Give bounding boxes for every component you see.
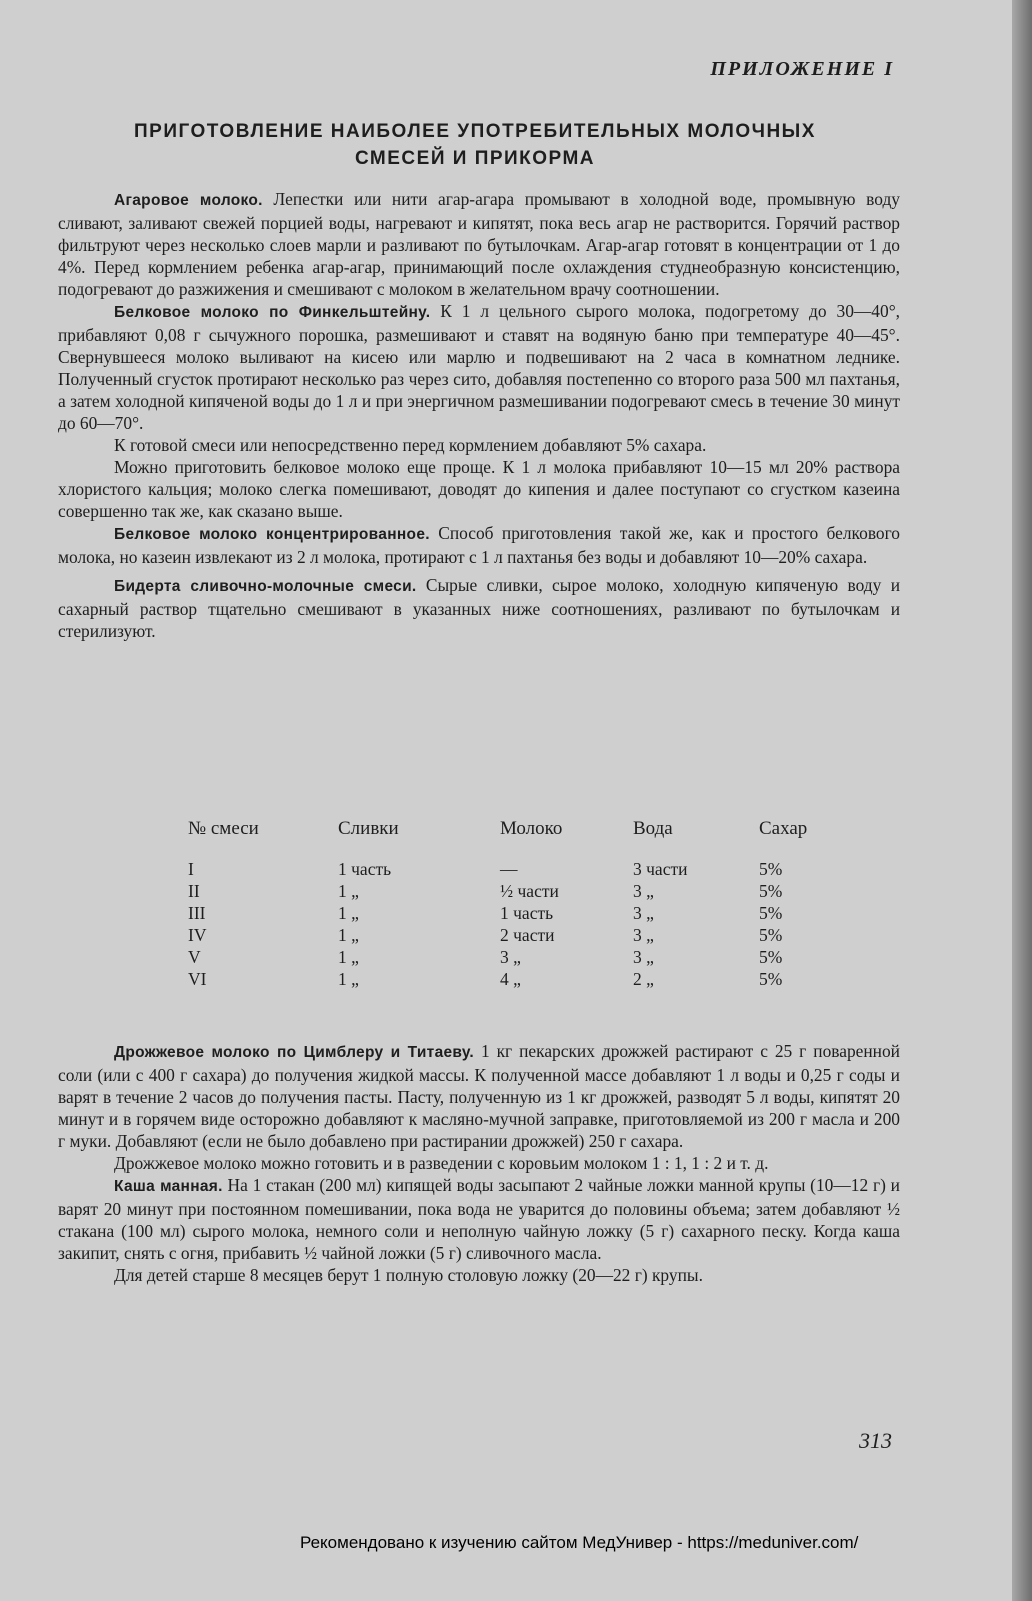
- table-cell: 5%: [759, 881, 783, 901]
- table-cell: 1 „: [338, 947, 359, 967]
- title-line-2: СМЕСЕЙ И ПРИКОРМА: [354, 148, 596, 169]
- page-title: [60, 118, 890, 172]
- paragraph-protein-2: К готовой смеси или непосредственно перед кормлением добавляют 5% сахара.: [114, 435, 707, 455]
- table-cell: 1 „: [338, 969, 359, 989]
- text-protein-conc: Способ приготовления такой же, как и простого белкового молока, но казеин извлекают из 2 л молока, протирают с 1 л пахтанья без воды и добавляют 10—20% сахара.: [58, 523, 900, 567]
- mixture-table: [140, 818, 849, 990]
- table-header: Молоко: [500, 818, 563, 839]
- table-cell: 1 часть: [338, 859, 392, 879]
- text-biedert: Сырые сливки, сырое молоко, холодную кипяченую воду и сахарный раствор тщательно смешивают в указанных ниже соотношениях, разливают по бутылочкам и стерилизуют.: [58, 575, 900, 641]
- table-cell: 3 „: [633, 903, 654, 923]
- table-cell: II: [188, 881, 200, 901]
- book-spine-shadow: [1012, 0, 1032, 1601]
- table-cell: 1 „: [338, 925, 359, 945]
- title-line-1: ПРИГОТОВЛЕНИЕ НАИБОЛЕЕ УПОТРЕБИТЕЛЬНЫХ МОЛОЧНЫХ: [134, 121, 816, 142]
- table-cell: ½ части: [500, 881, 559, 901]
- table-header: Сахар: [759, 818, 808, 839]
- table-row: [140, 968, 849, 990]
- appendix-label: ПРИЛОЖЕНИЕ I: [710, 58, 894, 80]
- table-cell: V: [188, 947, 201, 967]
- table-cell: I: [188, 859, 194, 879]
- table-cell: 3 „: [633, 947, 654, 967]
- table-cell: 5%: [759, 925, 783, 945]
- table-cell: 1 „: [338, 903, 359, 923]
- table-cell: —: [500, 859, 518, 879]
- table-cell: 5%: [759, 859, 783, 879]
- heading-agar: Агаровое молоко.: [114, 192, 263, 209]
- table-cell: 1 часть: [500, 903, 554, 923]
- text-agar: Лепестки или нити агар-агара промывают в холодной воде, промывную воду сливают, заливают свежей порцией воды, нагревают и кипятят, пока весь агар не растворится. Горячий раствор фильтруют через несколько слоев марли и разливают по бутылочкам. Агар-агар готовят в концентрации от 1 до 4%. Перед кормлением ребенка агар-агар, принимающий после охлаждения студнеобразную консистенцию, подогревают до разжижения и смешивают с молоком в желательном врачу соотношении.: [58, 189, 900, 299]
- source-footer: Рекомендовано к изучению сайтом МедУнивер - https://meduniver.com/: [300, 1533, 859, 1552]
- table-row: [140, 902, 849, 924]
- paragraph-yeast: [58, 1040, 900, 1152]
- text-semolina: На 1 стакан (200 мл) кипящей воды засыпают 2 чайные ложки манной крупы (10—12 г) и варят 20 минут при постоянном помешивании, пока вода не уварится до половины объема; затем добавляют ½ стакана (100 мл) сырого молока, немного соли и неполную чайную ложку (5 г) сахарного песку. Когда каша закипит, снять с огня, прибавить ½ чайной ложки (5 г) сливочного масла.: [58, 1175, 900, 1263]
- table-row: [140, 880, 849, 902]
- paragraph-protein-3: Можно приготовить белковое молоко еще проще. К 1 л молока прибавляют 10—15 мл 20% раствора хлористого кальция; молоко слегка помешивают, доводят до кипения и далее поступают со сгустком казеина совершенно так же, как сказано выше.: [58, 457, 900, 521]
- heading-semolina: Каша манная.: [114, 1178, 223, 1195]
- table-header: Вода: [633, 818, 673, 839]
- table-cell: IV: [188, 925, 207, 945]
- table-header-row: [140, 818, 849, 858]
- table-cell: III: [188, 903, 206, 923]
- paragraph-protein: [58, 300, 900, 434]
- paragraph-semolina: [58, 1174, 900, 1264]
- table-cell: VI: [188, 969, 207, 989]
- paragraph-semolina-2: Для детей старше 8 месяцев берут 1 полную столовую ложку (20—22 г) крупы.: [114, 1265, 703, 1285]
- paragraph-protein-conc: [58, 522, 900, 568]
- heading-protein-conc: Белковое молоко концентрированное.: [114, 526, 430, 543]
- table-cell: 1 „: [338, 881, 359, 901]
- paragraph-biedert: [58, 574, 900, 642]
- paragraph-agar: [58, 188, 900, 300]
- table-cell: 2 „: [633, 969, 654, 989]
- table-cell: 5%: [759, 947, 783, 967]
- body-text-bottom: [58, 1040, 900, 1286]
- table-header: № смеси: [188, 818, 259, 839]
- table-cell: 3 „: [500, 947, 521, 967]
- body-text-top: [58, 188, 900, 642]
- text-yeast: 1 кг пекарских дрожжей растирают с 25 г поваренной соли (или с 400 г сахара) до получения жидкой массы. К полученной массе добавляют 1 л воды и 0,25 г соды и варят в течение 2 часов до получения пасты. Пасту, полученную из 1 кг дрожжей, разводят 5 л воды, кипятят 20 минут и в горячем виде осторожно добавляют к масляно-мучной заправке, приготовляемой из 200 г масла и 200 г муки. Добавляют (если не было добавлено при растирании дрожжей) 250 г сахара.: [58, 1041, 900, 1151]
- table-row: [140, 946, 849, 968]
- table-header: Сливки: [338, 818, 399, 839]
- paragraph-yeast-2: Дрожжевое молоко можно готовить и в разведении с коровьим молоком 1 : 1, 1 : 2 и т. д.: [114, 1153, 769, 1173]
- table-cell: 4 „: [500, 969, 521, 989]
- table-row: [140, 858, 849, 880]
- text-protein: К 1 л цельного сырого молока, подогретому до 30—40°, прибавляют 0,08 г сычужного порошка, размешивают и ставят на водяную баню при температуре 40—45°. Свернувшееся молоко выливают на кисею или марлю и подвешивают на 2 часа в комнатном леднике. Полученный сгусток протирают несколько раз через сито, добавляя постепенно со второго раза 500 мл пахтанья, а затем холодной кипяченой воды до 1 л и при энергичном размешивании подогревают смесь в течение 30 минут до 60—70°.: [58, 301, 901, 433]
- table-row: [140, 924, 849, 946]
- table-cell: 3 „: [633, 925, 654, 945]
- table-cell: 5%: [759, 969, 783, 989]
- heading-biedert: Бидерта сливочно-молочные смеси.: [114, 578, 417, 595]
- table-cell: 3 части: [633, 859, 688, 879]
- heading-protein: Белковое молоко по Финкельштейну.: [114, 304, 431, 321]
- page-number: 313: [859, 1428, 892, 1453]
- heading-yeast: Дрожжевое молоко по Цимблеру и Титаеву.: [114, 1044, 475, 1061]
- table-cell: 2 части: [500, 925, 555, 945]
- table-cell: 3 „: [633, 881, 654, 901]
- table-cell: 5%: [759, 903, 783, 923]
